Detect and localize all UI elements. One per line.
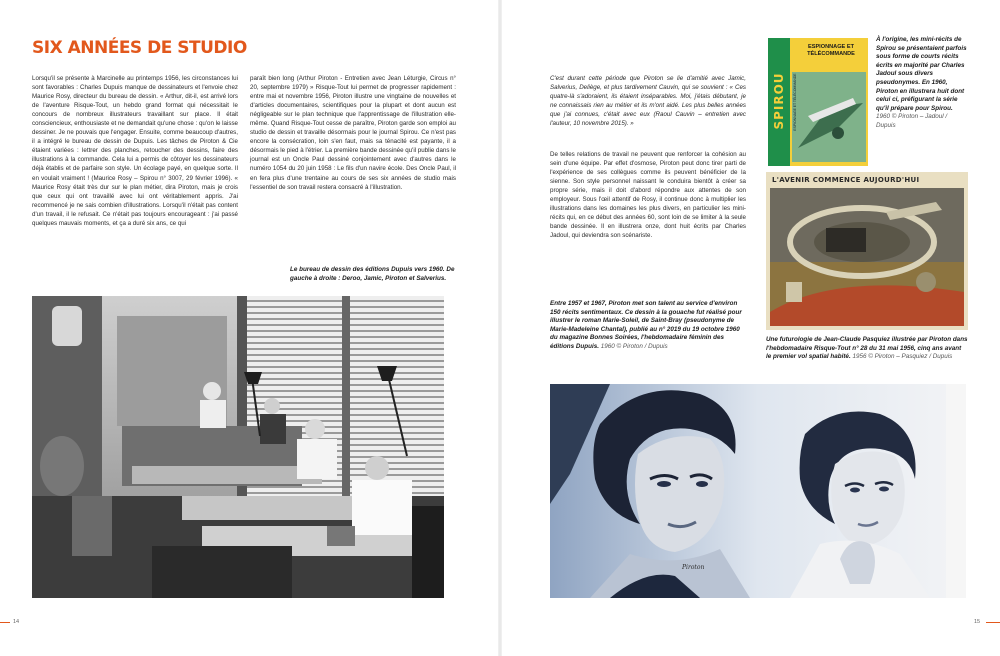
cover-title-line-2: TÉLÉCOMMANDE [807,51,855,57]
gouache-illustration-art [550,384,966,598]
magazine-page-art [766,172,968,330]
section-title: SIX ANNÉES DE STUDIO [32,38,247,58]
text-column-3-intro [550,74,746,146]
magazine-credit: 1956 © Piroton – Pasquiez / Dupuis [852,353,953,361]
right-page-number: 15 [974,619,981,625]
left-folio-rule [0,622,10,623]
cover-caption-text: À l'origine, les mini-récits de Spirou se présentaient parfois sous forme de courts récits écrits en majorité par Charles Jadoul sous divers pseudonymes. En 1960, Piroton en illustrera huit dont celui ci, préfigurant la série qu'il prépare pour Spirou. [876,36,967,112]
cover-caption [876,36,968,131]
column-2-text: paraît bien long (Arthur Piroton - Entretien avec Jean Léturgie, Circus n° 20, septembre 1979) » Risque-Tout lui permet de progresser rapidement : entre mai et novembre 1956, Piroton illustre une vingtaine de nouvelles et d'articles documentaires, scientifiques pour la plupart et dont aucun est négligeable sur le plan technique que l'apprentissage de l'illustration elle-même. Quand Risque-Tout cesse de paraître, Piroton garde son emploi au studio de dessin et travaille désormais pour le journal Spirou. Ce n'est pas encore la consécration, loin s'en faut, mais sa ténacité est payante, il a désormais le pied à l'étrier. La première bande dessinée qu'il publie dans le journal est un Oncle Paul dessiné conjointement avec d'autres dans le numéro 1054 du 20 juin 1958 : Le fils d'un navire école. Des Oncle Paul, il en fera plus d'une trentaine au cours de ses six années de studio mais l'essentiel de son travail restera consacré à l'illustration. [250,75,456,191]
magazine-caption [766,336,968,362]
left-page-number: 14 [13,619,20,625]
studio-photo-art [32,296,444,598]
column-3-paragraph-1: C'est durant cette période que Piroton se lie d'amitié avec Jamic, Salverius, Deliège, et plus tardivement Cauvin, qui se souvient : « Ces quatre-là s'adoraient, ils étaient inséparables. Moi, j'étais débutant, je ne connaissais rien au métier et ils m'ont aidé. Les plus belles années que j'ai connues, c'était avec eux (Raoul Cauvin – entretien avec l'auteur, 10 novembre 2015). » [550,75,746,128]
studio-photo-caption: Le bureau de dessin des éditions Dupuis vers 1960. De gauche à droite : Deroo, Jamic, Piroton et Salverius. [290,266,455,282]
illustration-caption [550,300,746,352]
cover-title-line-1: ESPIONNAGE ET [807,44,854,50]
cover-spine-text: ESPIONNAGE ET TÉLÉCOMMANDE [793,73,797,131]
magazine-headline: L'AVENIR COMMENCE AUJOURD'HUI [772,176,920,184]
cover-spine-subtitle: MINI-BIBLIOTHÈQUE [760,78,766,119]
text-column-2 [250,74,456,250]
artist-signature: Piroton [682,564,705,571]
mini-recit-cover [760,38,868,166]
gouache-illustration [550,384,966,598]
illustration-credit: 1960 © Piroton / Dupuis [600,342,668,350]
text-column-1 [32,74,238,282]
right-folio-rule [986,622,1000,623]
column-1-text: Lorsqu'il se présente à Marcinelle au printemps 1956, les circonstances lui sont favorables : Charles Dupuis manque de dessinateurs et l'envoie chez Maurice Rosy, directeur du bureau de dessin. « Arthur, dit-il, est arrivé lors de l'aventure Risque-Tout, un hebdo grand format qui nécessitait le concours de nombreux illustrateurs travaillant sur place. Il était consciencieux, enthousiaste et ne demandait qu'une chose : qu'on le laisse dessiner. Je ne pouvais que l'engager. Ensuite, comme beaucoup d'autres, il a intégré le bureau de dessin de Dupuis. Les tâches de Piroton & Cie étaient variées : lettrer des planches, retoucher des dessins, faire des illustrations à la commande. Cela lui a permis de côtoyer les dessinateurs déjà établis et de parfaire son style. Un écolage payé, en quelque sorte. Il en voulait vraiment ! (Maurice Rosy – Spirou n° 3007, 29 février 1996). « Maurice Rosy était très dur sur le plan métier, dira Piroton, mais je crois que ceux qui ont travaillé avec lui ont véritablement appris. J'ai recommencé je ne sais combien d'illustrations. Lorsqu'il n'était pas content d'un travail, il le refusait. Ce n'était pas toujours encourageant : j'ai passé quelques mauvais moments, et ça a duré six ans, ce qui [32,75,239,227]
text-column-3 [550,150,746,254]
cover-spine-title: SPIROU [772,72,786,130]
column-3-paragraph-2: De telles relations de travail ne peuvent que renforcer la cohésion au sein d'une équipe. Par effet d'osmose, Piroton peut donc tirer parti de l'expérience de ses collègues comme ils peuvent bénéficier de la sienne. Son style personnel naissant le conduira bientôt à créer sa propre série, mais il doit d'abord répondre aux attentes de son employeur. Sous l'œil attentif de Rosy, il continue donc à multiplier les illustrations dans les domaines les plus divers, en particulier les mini-récits qui, en ce début des années 60, sont loin de se limiter à la seule bande dessinée. Il en illustrera onze, dont huit écrits par Charles Jadoul, qui deviendra son scénariste. [550,151,746,240]
illustration-caption-text: Entre 1957 et 1967, Piroton met son talent au service d'environ 150 récits sentimentaux. Ce dessin à la gouache fut réalisé pour illustrer le roman Marie-Soleil, de Saint-Bray (pseudonyme de Marie-Madeleine Chantal), publié au n° 2019 du 19 octobre 1960 du magazine Bonnes Soirées, l'hebdomadaire féminin des éditions Dupuis. [550,300,742,350]
cover-credit: 1960 © Piroton – Jadoul / Dupuis [876,113,948,129]
cover-title [798,44,864,58]
gutter [498,0,502,656]
studio-photo [32,296,444,598]
magazine-caption-text: Une futurologie de Jean-Claude Pasquiez illustrée par Piroton dans l'hebdomadaire Risque-Tout n° 28 du 31 mai 1956, cinq ans avant le premier vol spatial habité. [766,336,968,361]
magazine-page [766,172,968,330]
